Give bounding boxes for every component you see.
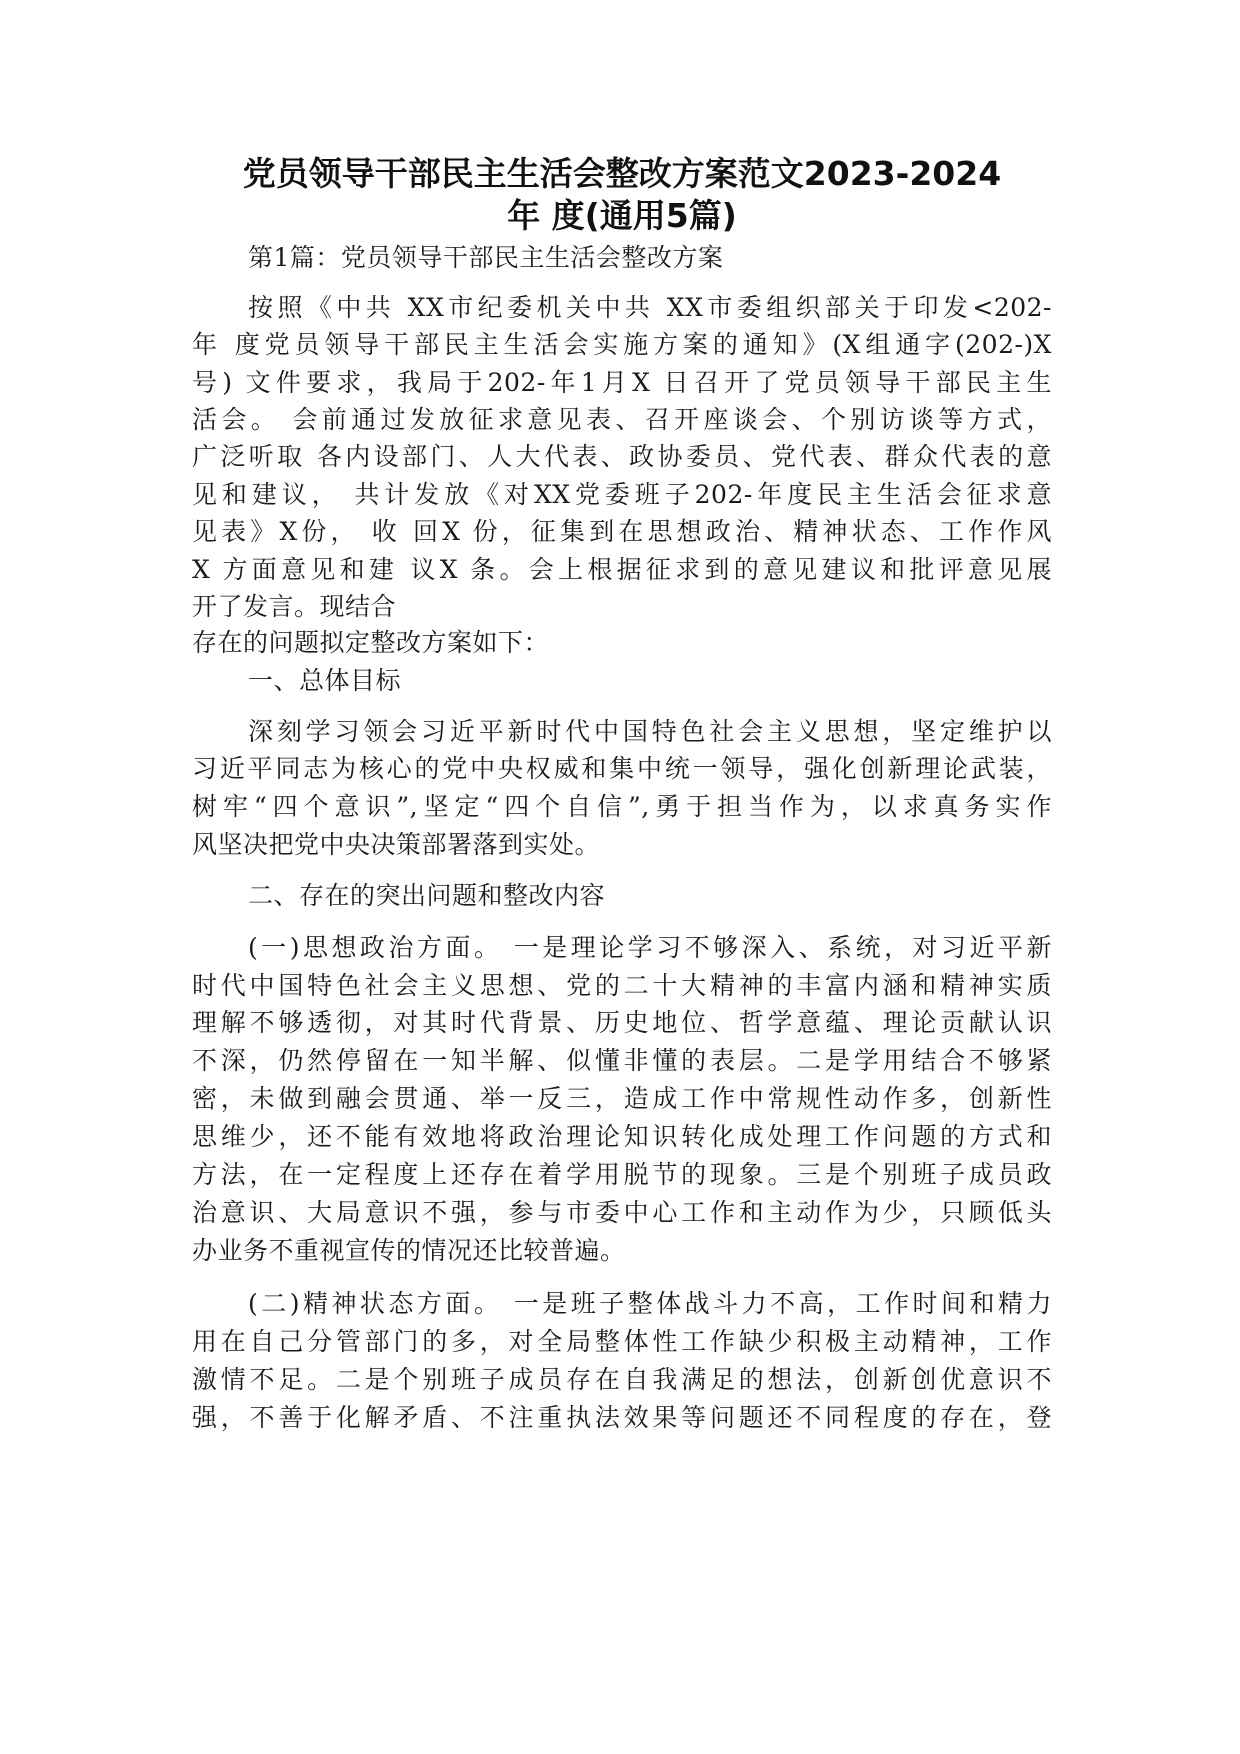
paragraph-line: 用在自己分管部门的多，对全局整体性工作缺少积极主动精神，工作 — [192, 1327, 1052, 1356]
paragraph-line: 开了发言。现结合 — [192, 592, 397, 621]
paragraph-line: 思维少，还不能有效地将政治理论知识转化成处理工作问题的方式和 — [192, 1122, 1052, 1151]
paragraph-line: 风坚决把党中央决策部署落到实处。 — [192, 830, 601, 859]
document-title-line-1: 党员领导干部民主生活会整改方案范文2023-2024 — [242, 154, 1002, 193]
paragraph-line: 见表》X份， 收 回X 份，征集到在思想政治、精神状态、工作作风 — [192, 517, 1052, 546]
chapter-heading: 第1篇：党员领导干部民主生活会整改方案 — [248, 243, 724, 272]
paragraph-line: 深刻学习领会习近平新时代中国特色社会主义思想，坚定维护以 — [248, 717, 1052, 746]
paragraph-line: 办业务不重视宣传的情况还比较普遍。 — [192, 1236, 626, 1265]
paragraph-line: 方法，在一定程度上还存在着学用脱节的现象。三是个别班子成员政 — [192, 1160, 1052, 1189]
paragraph-line: 理解不够透彻，对其时代背景、历史地位、哲学意蕴、理论贡献认识 — [192, 1008, 1052, 1037]
paragraph-line: 按照《中共 XX市纪委机关中共 XX市委组织部关于印发<202- — [248, 293, 1052, 322]
paragraph-line: 时代中国特色社会主义思想、党的二十大精神的丰富内涵和精神实质 — [192, 971, 1052, 1000]
paragraph-line: X 方面意见和建 议X 条。会上根据征求到的意见建议和批评意见展 — [192, 555, 1052, 584]
section-heading: 一、总体目标 — [248, 666, 402, 695]
paragraph-line: 存在的问题拟定整改方案如下： — [192, 628, 550, 657]
paragraph-line: 治意识、大局意识不强，参与市委中心工作和主动作为少，只顾低头 — [192, 1198, 1052, 1227]
paragraph-line: 强，不善于化解矛盾、不注重执法效果等问题还不同程度的存在，登 — [192, 1403, 1052, 1432]
paragraph-line: 密，未做到融会贯通、举一反三，造成工作中常规性动作多，创新性 — [192, 1084, 1052, 1113]
document-title-line-2: 年 度(通用5篇) — [507, 196, 737, 235]
paragraph-line: 习近平同志为核心的党中央权威和集中统一领导，强化创新理论武装， — [192, 754, 1052, 783]
paragraph-line: 激情不足。二是个别班子成员存在自我满足的想法，创新创优意识不 — [192, 1365, 1052, 1394]
paragraph-line: 年 度党员领导干部民主生活会实施方案的通知》(X组通字(202-)X — [192, 330, 1052, 359]
paragraph-line: 号) 文件要求，我局于202-年1月X 日召开了党员领导干部民主生 — [192, 368, 1052, 397]
paragraph-line: 广泛听取 各内设部门、人大代表、政协委员、党代表、群众代表的意 — [192, 442, 1052, 471]
paragraph-line: 活会。 会前通过发放征求意见表、召开座谈会、个别访谈等方式， — [192, 405, 1052, 434]
paragraph-line: 见和建议， 共计发放《对XX党委班子202-年度民主生活会征求意 — [192, 480, 1052, 509]
paragraph-line: (一)思想政治方面。 一是理论学习不够深入、系统，对习近平新 — [248, 933, 1052, 962]
paragraph-line: 树牢“四个意识”,坚定“四个自信”,勇于担当作为，以求真务实作 — [192, 792, 1052, 821]
paragraph-line: 不深，仍然停留在一知半解、似懂非懂的表层。二是学用结合不够紧 — [192, 1046, 1052, 1075]
paragraph-line: (二)精神状态方面。 一是班子整体战斗力不高，工作时间和精力 — [248, 1289, 1052, 1318]
section-heading: 二、存在的突出问题和整改内容 — [248, 881, 606, 910]
